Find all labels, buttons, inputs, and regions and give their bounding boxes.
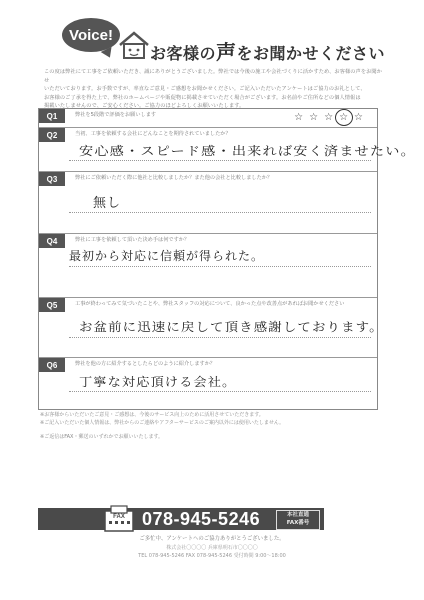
fax-icon-label: FAX xyxy=(113,514,125,520)
star-icon[interactable]: ☆ xyxy=(309,112,325,123)
answer-line xyxy=(69,266,371,267)
question-row-5 xyxy=(39,298,384,358)
question-row-4 xyxy=(39,234,377,298)
answer-line xyxy=(69,337,371,338)
footnote: ※ご返信はFAX・郵送のいずれかでお願いいたします。 xyxy=(40,434,164,440)
question-label: Q3 xyxy=(39,172,65,186)
fax-number[interactable]: 078-945-5246 xyxy=(142,508,261,529)
question-text: 弊社を他の方に紹介するとしたらどのように紹介しますか？ xyxy=(75,361,216,367)
answer-text: 無し xyxy=(93,196,122,211)
star-icon[interactable]: ☆ xyxy=(294,112,310,123)
star-icon[interactable]: ☆ xyxy=(354,112,369,123)
star-rating[interactable] xyxy=(294,112,369,123)
answer-text: 丁寧な対応頂ける会社。 xyxy=(79,375,237,389)
question-text: 弊社を5段階で評価をお願いします xyxy=(75,112,157,118)
answer-text: お盆前に迅速に戻して頂き感謝しております。 xyxy=(79,320,384,334)
question-row-1 xyxy=(39,109,377,128)
answer-line xyxy=(69,212,371,213)
answer-line xyxy=(69,391,371,392)
question-row-3 xyxy=(39,172,377,234)
questionnaire-box xyxy=(38,108,416,410)
intro-text: この度は弊社にて工事をご依頼いただき、誠にありがとうございました。弊社では今後の施工や会社づくりに活かすため、お客様の声をお聞かせ いただいております。お手数ですが、率直なご意見・ご感想をお聞かせください。ご記入いただいたアンケートはご協力のお礼として、 お客様のご了承を得た上で、弊社のホームページや販促物に掲載させていただく場合がございます。お名前やご住所などの個人情報は 掲載いたしませんので、ご安心ください。ご協力のほどよろしくお願いいたします。 xyxy=(44,69,382,110)
question-text: 工事が終わってみて気づいたことや、弊社スタッフの対応について、良かった点や改善点があればお聞かせください xyxy=(75,301,345,307)
question-row-2 xyxy=(39,128,416,172)
company-contact: TEL 078-945-5246 FAX 078-945-5246 受付時間 9:00〜18:00 xyxy=(138,553,286,559)
house-icon xyxy=(118,30,150,60)
answer-text: 安心感・スピード感・出来れば安く済ませたい。 xyxy=(79,144,416,158)
question-text: 弊社にご依頼いただく際に他社と比較しましたか？また他の会社と比較しましたか？ xyxy=(75,175,273,181)
question-label: Q4 xyxy=(39,234,65,248)
footnote: ※ご記入いただいた個人情報は、弊社からのご連絡やアフターサービスのご案内以外には使用いたしません。 xyxy=(40,420,285,426)
footnote: ※お客様からいただいたご意見・ご感想は、今後のサービス向上のために活用させていただきます。 xyxy=(40,412,264,418)
question-label: Q1 xyxy=(39,109,65,123)
question-label: Q6 xyxy=(39,358,65,372)
question-row-6 xyxy=(39,358,377,408)
company-address: 株式会社〇〇〇〇 兵庫県明石市〇〇〇〇 xyxy=(166,545,258,551)
question-label: Q2 xyxy=(39,128,65,142)
question-text: 当初、工事を依頼する会社にどんなことを期待されていましたか？ xyxy=(75,131,231,137)
voice-badge: Voice! xyxy=(62,18,120,52)
answer-text: 最初から対応に信頼が得られた。 xyxy=(69,249,265,263)
question-text: 弊社に工事を依頼して頂いた決め手は何ですか？ xyxy=(75,237,190,243)
fax-box: 本社直通 FAX番号 xyxy=(276,510,320,530)
question-label: Q5 xyxy=(39,298,65,312)
star-icon[interactable]: ☆ xyxy=(324,112,340,123)
star-icon-selected[interactable]: ☆ xyxy=(339,112,355,123)
thanks-text: ご多忙中、アンケートへのご協力ありがとうございました。 xyxy=(139,536,285,542)
fax-icon xyxy=(104,505,134,533)
answer-line xyxy=(69,160,371,161)
page-title: お客様の声をお聞かせください xyxy=(150,40,386,64)
